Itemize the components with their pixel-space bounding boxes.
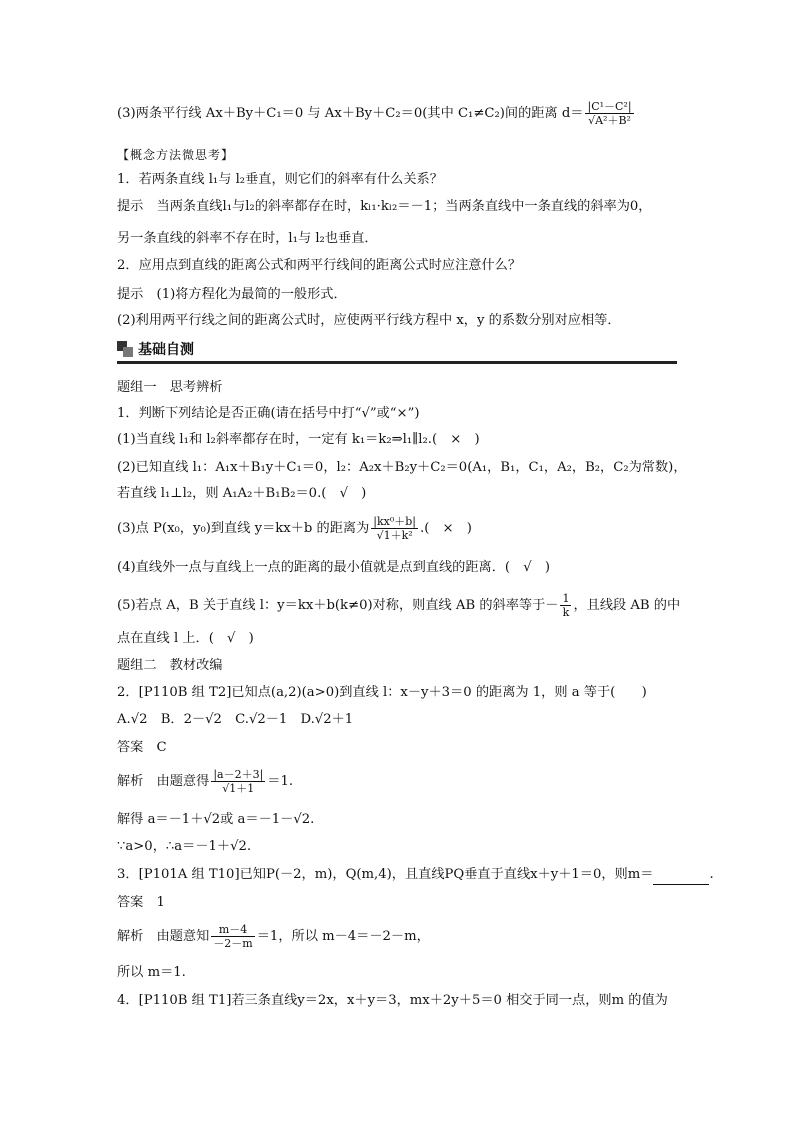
item-3-text: (3)点 P(x₀，y₀)到直线 y＝kx＋b 的距离为 xyxy=(117,521,370,536)
group-2-title: 题组二 教材改编 xyxy=(117,658,223,673)
problem-3-period: . xyxy=(709,867,714,882)
problem-3-answer: 答案 1 xyxy=(117,895,165,910)
problem-1-stem: 1．判断下列结论是否正确(请在括号中打“√”或“×”) xyxy=(117,406,420,421)
formula-fraction xyxy=(585,100,633,127)
answer-blank[interactable] xyxy=(653,870,709,885)
fraction-denominator: －2－m xyxy=(213,937,253,950)
solution-fraction xyxy=(211,923,254,950)
problem-2-solution-3: ∵a>0，∴a＝－1＋√2. xyxy=(117,839,252,854)
item-5-text-end: ，且线段 AB 的中 xyxy=(573,598,681,613)
fraction-denominator: √A²＋B² xyxy=(588,114,631,127)
fraction-denominator: k xyxy=(562,606,570,619)
formula-text: (3)两条平行线 Ax＋By＋C₁＝0 与 Ax＋By＋C₂＝0(其中 C₁≠C₂)间的距离 d＝ xyxy=(117,106,584,121)
group-1-title: 题组一 思考辨析 xyxy=(117,380,223,395)
fraction-numerator: |a－2＋3| xyxy=(213,768,264,781)
solution-text: 解析 由题意知 xyxy=(117,929,210,944)
section-title: 基础自测 xyxy=(138,342,194,358)
solution-fraction xyxy=(211,768,265,795)
solution-text: 解析 由题意得 xyxy=(117,774,210,789)
question-1: 1．若两条直线 l₁与 l₂垂直，则它们的斜率有什么关系？ xyxy=(117,172,443,187)
solution-text-end: ＝1. xyxy=(267,774,294,789)
item-5-text: (5)若点 A，B 关于直线 l：y＝kx＋b(k≠0)对称，则直线 AB 的斜率等于－ xyxy=(117,598,559,613)
parallel-distance-formula xyxy=(117,100,636,127)
fraction-denominator: √1＋1 xyxy=(222,782,255,795)
problem-2-stem: 2．[P110B 组 T2]已知点(a,2)(a>0)到直线 l：x－y＋3＝0 的距离为 1，则 a 等于( ) xyxy=(117,685,647,700)
hint-1-line-2: 另一条直线的斜率不存在时，l₁与 l₂也垂直． xyxy=(117,231,378,246)
problem-3-solution-1 xyxy=(117,923,430,950)
problem-1-item-5-line-2: 点在直线 l 上．( √ ) xyxy=(117,631,254,646)
problem-2-options: A.√2 B．2－√2 C.√2－1 D.√2＋1 xyxy=(117,712,354,727)
solution-text-end: ＝1，所以 m－4＝－2－m， xyxy=(256,929,430,944)
question-2: 2．应用点到直线的距离公式和两平行线间的距离公式时应注意什么？ xyxy=(117,258,522,273)
fraction-numerator: m－4 xyxy=(211,923,254,937)
problem-2-answer: 答案 C xyxy=(117,740,167,755)
item-3-fraction xyxy=(371,515,418,542)
fraction-numerator: |C¹－C²| xyxy=(587,100,632,113)
section-divider xyxy=(117,361,677,364)
section-square-icon xyxy=(117,341,133,357)
section-heading xyxy=(117,338,194,360)
problem-1-item-2-line-2: 若直线 l₁⊥l₂，则 A₁A₂＋B₁B₂＝0.( √ ) xyxy=(117,486,367,501)
problem-1-item-1: (1)当直线 l₁和 l₂斜率都存在时，一定有 k₁＝k₂⇒l₁∥l₂.( × ) xyxy=(117,432,480,447)
hint-2-line-2: (2)利用两平行线之间的距离公式时，应使两平行线方程中 x，y 的系数分别对应相等． xyxy=(117,313,621,328)
section-label-concept: 【概念方法微思考】 xyxy=(117,148,235,162)
fraction-numerator: |kx⁰＋b| xyxy=(373,515,416,528)
hint-1-line-1: 提示 当两条直线l₁与l₂的斜率都存在时，kₗ₁·kₗ₂＝－1；当两条直线中一条直线的斜率为0， xyxy=(117,199,652,214)
fraction-numerator: 1 xyxy=(562,592,570,605)
problem-3-solution-2: 所以 m＝1. xyxy=(117,965,186,980)
fraction-denominator: √1＋k² xyxy=(376,529,413,542)
problem-1-item-2-line-1: (2)已知直线 l₁：A₁x＋B₁y＋C₁＝0，l₂：A₂x＋B₂y＋C₂＝0(A₁，B₁，C₁，A₂，B₂，C₂为常数)， xyxy=(117,460,687,475)
problem-3-text: 3．[P101A 组 T10]已知P(－2，m)，Q(m,4)，且直线PQ垂直于直线x＋y＋1＝0，则m＝ xyxy=(117,867,654,882)
problem-2-solution-2: 解得 a＝－1＋√2或 a＝－1－√2. xyxy=(117,812,315,827)
problem-4-stem: 4．[P110B 组 T1]若三条直线y＝2x，x＋y＝3，mx＋2y＋5＝0 相交于同一点，则m 的值为 xyxy=(117,993,668,1008)
item-3-mark: .( × ) xyxy=(420,521,472,536)
hint-2-line-1: 提示 (1)将方程化为最简的一般形式． xyxy=(117,287,347,302)
item-5-fraction xyxy=(560,592,571,619)
problem-3-stem xyxy=(117,865,714,885)
problem-1-item-3 xyxy=(117,515,472,542)
problem-2-solution-1 xyxy=(117,768,293,795)
problem-1-item-5-line-1 xyxy=(117,592,680,619)
problem-1-item-4: (4)直线外一点与直线上一点的距离的最小值就是点到直线的距离．( √ ) xyxy=(117,560,550,575)
